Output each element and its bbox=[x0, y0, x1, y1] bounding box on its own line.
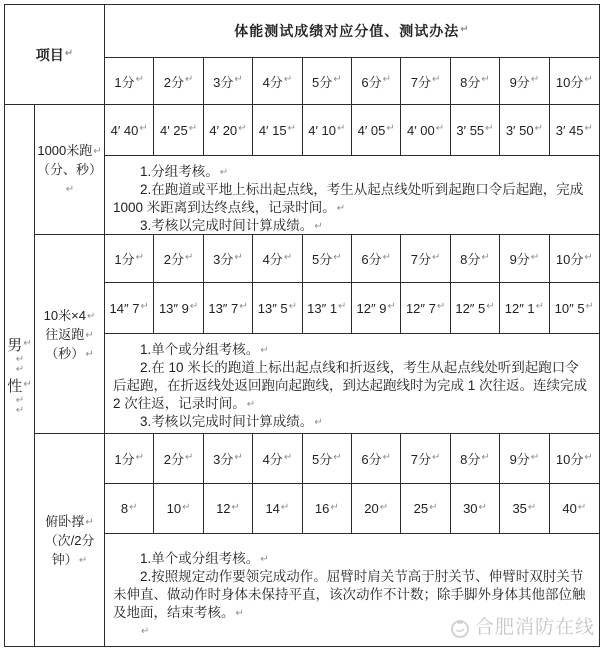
paragraph bbox=[45, 512, 93, 531]
line-break-mark: ↵ bbox=[534, 123, 543, 134]
line-break-mark: ↵ bbox=[584, 74, 593, 85]
score-point-header-cell-text: 8分 bbox=[460, 452, 481, 467]
score-point-header-cell bbox=[352, 434, 401, 483]
score-point-header-cell-text: 7分 bbox=[410, 452, 432, 467]
line-break-mark: ↵ bbox=[333, 74, 342, 85]
line-break-mark: ↵ bbox=[234, 251, 243, 263]
line-break-mark: ↵ bbox=[283, 451, 293, 463]
line-break-mark: ↵ bbox=[460, 24, 470, 35]
score-value-cell bbox=[204, 484, 253, 533]
line-break-mark: ↵ bbox=[260, 554, 269, 565]
line-break-mark: ↵ bbox=[65, 184, 75, 195]
score-value-cell-text: 13″ 1 bbox=[307, 300, 338, 316]
line-break-mark: ↵ bbox=[333, 451, 342, 463]
watermark-text: 合肥消防在线 bbox=[474, 617, 595, 638]
line-break-mark: ↵ bbox=[527, 501, 537, 513]
score-value-cell bbox=[500, 283, 549, 333]
line-break-mark: ↵ bbox=[577, 501, 587, 513]
line-break-mark: ↵ bbox=[182, 501, 191, 513]
line-break-mark: ↵ bbox=[139, 123, 148, 134]
score-point-header-cell-text: 6分 bbox=[361, 252, 382, 267]
line-break-mark: ↵ bbox=[135, 451, 144, 463]
line-break-mark: ↵ bbox=[238, 123, 247, 134]
score-point-header-cell bbox=[303, 434, 352, 483]
score-point-header-cell bbox=[401, 434, 450, 483]
score-value-cell-text: 8 bbox=[120, 501, 129, 516]
score-value-cell-text: 4′ 10 bbox=[308, 122, 336, 138]
score-value-cell-text: 4′ 15 bbox=[258, 122, 287, 138]
empty-line bbox=[15, 404, 25, 417]
score-point-header-cell-text: 4分 bbox=[262, 452, 283, 467]
score-point-header-cell-text: 4分 bbox=[262, 252, 283, 267]
paragraph-text: 3.考核以完成时间计算成绩。 bbox=[140, 414, 314, 429]
score-point-header-cell bbox=[303, 235, 352, 282]
score-point-header-cell bbox=[253, 58, 302, 104]
score-point-header-cell bbox=[204, 235, 253, 282]
paragraph-text: 俯卧撑 bbox=[45, 513, 85, 529]
main-title-cell bbox=[105, 5, 599, 58]
score-point-header-cell-text: 1分 bbox=[114, 74, 135, 90]
line-break-mark: ↵ bbox=[530, 74, 540, 85]
score-point-header-cell-text: 3分 bbox=[213, 252, 234, 267]
line-break-mark: ↵ bbox=[288, 301, 298, 312]
score-point-header-cell-text: 1分 bbox=[114, 452, 135, 467]
line-break-mark: ↵ bbox=[584, 451, 593, 463]
score-point-header-cell bbox=[451, 58, 500, 104]
score-point-header-cell bbox=[105, 235, 154, 282]
line-break-mark: ↵ bbox=[219, 167, 229, 178]
paragraph-text: 1.单个或分组考核。 bbox=[140, 342, 260, 357]
score-value-cell bbox=[352, 283, 401, 333]
line-break-mark: ↵ bbox=[486, 301, 495, 312]
line-break-mark: ↵ bbox=[189, 301, 199, 312]
paragraph bbox=[113, 359, 591, 413]
score-value-cell bbox=[303, 484, 352, 533]
line-break-mark: ↵ bbox=[235, 608, 244, 619]
score-value-cell bbox=[204, 283, 253, 333]
line-break-mark: ↵ bbox=[333, 251, 342, 263]
line-break-mark: ↵ bbox=[435, 123, 445, 134]
score-point-header-cell bbox=[105, 58, 154, 104]
main-title-label: 体能测试成绩对应分值、测试办法 bbox=[234, 23, 460, 39]
paragraph bbox=[37, 141, 101, 160]
score-value-cell-text: 13″ 5 bbox=[257, 300, 288, 316]
score-value-cell-text: 12″ 9 bbox=[356, 300, 387, 316]
line-break-mark: ↵ bbox=[140, 301, 149, 312]
score-value-cell-text: 4′ 00 bbox=[407, 122, 435, 138]
paragraph-text: 3.考核以完成时间计算成绩。 bbox=[140, 218, 314, 233]
method-cell-pushups bbox=[105, 534, 599, 646]
paragraph-text: （次/2分钟） bbox=[44, 532, 95, 567]
line-break-mark: ↵ bbox=[85, 348, 94, 360]
line-break-mark: ↵ bbox=[338, 301, 347, 312]
score-value-cell-text: 12 bbox=[216, 501, 231, 516]
line-break-mark: ↵ bbox=[481, 251, 490, 263]
score-point-header-cell-text: 5分 bbox=[311, 74, 333, 90]
paragraph bbox=[113, 550, 591, 568]
paragraph-text: 2.在跑道或平地上标出起点线，考生从起点线处听到起跑口令后起跑，完成 1000 米距离到达终点线，记录时间。 bbox=[113, 182, 584, 215]
score-value-cell bbox=[550, 105, 599, 155]
line-break-mark: ↵ bbox=[15, 353, 25, 365]
line-break-mark: ↵ bbox=[135, 74, 144, 85]
line-break-mark: ↵ bbox=[535, 301, 545, 312]
score-value-cell-text: 4′ 40 bbox=[110, 122, 139, 138]
score-point-header-cell bbox=[451, 235, 500, 282]
score-points-header-row-top bbox=[105, 58, 599, 105]
score-point-header-cell-text: 10分 bbox=[555, 74, 584, 90]
gender-char: 性 bbox=[7, 377, 23, 395]
score-point-header-cell bbox=[253, 434, 302, 483]
line-break-mark: ↵ bbox=[386, 123, 395, 134]
score-value-cell-text: 25 bbox=[413, 501, 429, 516]
score-value-cell bbox=[105, 105, 154, 155]
paragraph-text: 1.分组考核。 bbox=[140, 164, 219, 179]
score-point-header-cell-text: 9分 bbox=[509, 74, 530, 90]
line-break-mark: ↵ bbox=[382, 74, 391, 85]
line-break-mark: ↵ bbox=[246, 399, 256, 410]
score-value-cell-text: 13″ 9 bbox=[158, 300, 189, 316]
score-value-cell-text: 35 bbox=[512, 501, 527, 516]
paragraph-text: 1.单个或分组考核。 bbox=[140, 551, 260, 566]
score-value-cell bbox=[105, 484, 154, 533]
score-point-header-cell bbox=[401, 58, 450, 104]
score-values-row-1000m-run bbox=[105, 105, 599, 156]
score-point-header-cell bbox=[154, 58, 203, 104]
line-break-mark: ↵ bbox=[283, 251, 293, 263]
score-value-cell bbox=[303, 283, 352, 333]
score-point-header-cell-text: 10分 bbox=[555, 452, 584, 467]
line-break-mark: ↵ bbox=[481, 451, 490, 463]
paragraph bbox=[36, 160, 103, 198]
score-value-cell-text: 4′ 05 bbox=[357, 122, 386, 138]
score-value-cell-text: 12″ 5 bbox=[455, 300, 486, 316]
fitness-test-score-table bbox=[4, 4, 600, 647]
line-break-mark: ↵ bbox=[129, 501, 138, 513]
method-cell-1000m-run bbox=[105, 156, 599, 235]
line-break-mark: ↵ bbox=[584, 251, 593, 263]
line-break-mark: ↵ bbox=[185, 251, 194, 263]
score-point-header-cell-text: 5分 bbox=[311, 252, 333, 267]
score-value-cell bbox=[154, 105, 203, 155]
line-break-mark: ↵ bbox=[135, 251, 144, 263]
line-break-mark: ↵ bbox=[85, 516, 94, 528]
score-value-cell bbox=[401, 484, 450, 533]
score-value-cell bbox=[303, 105, 352, 155]
score-point-header-cell bbox=[401, 235, 450, 282]
line-break-mark: ↵ bbox=[64, 47, 74, 59]
score-value-cell-text: 30 bbox=[463, 501, 478, 516]
line-break-mark: ↵ bbox=[387, 301, 396, 312]
score-point-header-cell bbox=[204, 434, 253, 483]
line-break-mark: ↵ bbox=[436, 301, 446, 312]
score-value-cell-text: 10″ 5 bbox=[554, 300, 585, 316]
score-value-cell bbox=[550, 484, 599, 533]
line-break-mark: ↵ bbox=[15, 404, 25, 416]
paragraph bbox=[45, 344, 93, 363]
line-break-mark: ↵ bbox=[314, 417, 323, 428]
gender-char-line bbox=[7, 335, 31, 356]
score-value-cell bbox=[352, 484, 401, 533]
line-break-mark: ↵ bbox=[231, 501, 240, 513]
score-value-cell-text: 4′ 25 bbox=[160, 122, 188, 138]
paragraph bbox=[113, 413, 591, 431]
line-break-mark: ↵ bbox=[432, 451, 441, 463]
paragraph-text: 10米×4 bbox=[43, 307, 86, 323]
line-break-mark: ↵ bbox=[85, 329, 94, 341]
score-point-header-cell bbox=[500, 58, 549, 104]
paragraph bbox=[45, 325, 93, 344]
score-point-header-cell bbox=[500, 235, 549, 282]
score-point-header-cell-text: 7分 bbox=[410, 252, 432, 267]
score-point-header-cell-text: 5分 bbox=[311, 452, 333, 467]
score-point-header-cell-text: 6分 bbox=[361, 74, 382, 90]
line-break-mark: ↵ bbox=[185, 74, 194, 85]
empty-line bbox=[15, 363, 25, 376]
line-break-mark: ↵ bbox=[93, 146, 102, 157]
score-point-header-cell-text: 4分 bbox=[262, 74, 283, 90]
score-value-cell-text: 3′ 55 bbox=[456, 122, 485, 138]
score-value-cell-text: 13″ 7 bbox=[208, 300, 239, 316]
score-point-header-cell bbox=[500, 434, 549, 483]
item-label-cell-10mx4-shuttle-run bbox=[35, 235, 105, 434]
line-break-mark: ↵ bbox=[382, 251, 391, 263]
score-point-header-cell-text: 2分 bbox=[163, 74, 185, 90]
paragraph bbox=[113, 217, 591, 235]
score-point-header-cell-text: 1分 bbox=[114, 252, 135, 267]
score-point-header-cell-text: 9分 bbox=[509, 452, 530, 467]
line-break-mark: ↵ bbox=[15, 394, 25, 406]
paragraph-text: 1000米跑 bbox=[37, 143, 93, 158]
score-value-cell bbox=[500, 105, 549, 155]
score-point-header-cell bbox=[451, 434, 500, 483]
score-point-header-cell bbox=[303, 58, 352, 104]
score-point-header-cell bbox=[253, 235, 302, 282]
score-point-header-cell-text: 10分 bbox=[555, 252, 584, 267]
line-break-mark: ↵ bbox=[141, 626, 150, 637]
score-value-cell-text: 16 bbox=[314, 501, 330, 516]
score-value-cell bbox=[154, 484, 203, 533]
score-value-cell bbox=[204, 105, 253, 155]
score-point-header-cell bbox=[550, 235, 599, 282]
score-value-cell-text: 14 bbox=[265, 501, 280, 516]
line-break-mark: ↵ bbox=[432, 74, 441, 85]
line-break-mark: ↵ bbox=[283, 74, 293, 85]
score-point-header-cell bbox=[352, 58, 401, 104]
line-break-mark: ↵ bbox=[280, 501, 290, 513]
score-point-header-cell-text: 7分 bbox=[410, 74, 432, 90]
line-break-mark: ↵ bbox=[287, 123, 296, 134]
line-break-mark: ↵ bbox=[530, 251, 540, 263]
line-break-mark: ↵ bbox=[330, 501, 339, 513]
score-value-cell-text: 12″ 1 bbox=[504, 300, 535, 316]
line-break-mark: ↵ bbox=[530, 451, 540, 463]
score-value-cell-text: 4′ 20 bbox=[209, 122, 238, 138]
score-point-header-cell-text: 3分 bbox=[213, 74, 234, 90]
line-break-mark: ↵ bbox=[379, 501, 389, 513]
score-value-cell-text: 14″ 7 bbox=[109, 300, 140, 316]
score-point-header-cell-text: 3分 bbox=[213, 452, 234, 467]
paragraph-text: （秒） bbox=[45, 345, 85, 361]
line-break-mark: ↵ bbox=[260, 345, 269, 356]
paragraph-text: 2.按照规定动作要领完成动作。屈臂时肩关节高于肘关节、伸臂时双肘关节未伸直、做动作时身体未保持平直，该次动作不计数；除手脚外身体其他部位触及地面，结束考核。 bbox=[113, 569, 586, 620]
score-value-cell-text: 3′ 50 bbox=[505, 122, 534, 138]
score-value-cell bbox=[451, 484, 500, 533]
score-value-cell bbox=[154, 283, 203, 333]
score-value-cell bbox=[401, 105, 450, 155]
score-point-header-cell bbox=[204, 58, 253, 104]
gender-char-line bbox=[7, 376, 31, 397]
line-break-mark: ↵ bbox=[86, 310, 96, 322]
line-break-mark: ↵ bbox=[336, 123, 346, 134]
paragraph bbox=[113, 341, 591, 359]
score-value-cell bbox=[550, 283, 599, 333]
item-label-cell-pushups bbox=[35, 434, 105, 646]
line-break-mark: ↵ bbox=[432, 251, 441, 263]
score-point-header-cell-text: 8分 bbox=[460, 74, 481, 90]
score-points-header-row-shuttle-run bbox=[105, 235, 599, 283]
line-break-mark: ↵ bbox=[314, 221, 323, 232]
score-point-header-cell bbox=[105, 434, 154, 483]
project-header-cell bbox=[5, 5, 105, 105]
line-break-mark: ↵ bbox=[336, 203, 346, 214]
score-point-header-cell bbox=[550, 58, 599, 104]
score-value-cell bbox=[253, 283, 302, 333]
score-value-cell bbox=[401, 283, 450, 333]
score-point-header-cell-text: 2分 bbox=[163, 452, 185, 467]
score-value-cell bbox=[451, 283, 500, 333]
line-break-mark: ↵ bbox=[584, 123, 593, 134]
line-break-mark: ↵ bbox=[239, 301, 248, 312]
item-label-cell-1000m-run bbox=[35, 105, 105, 235]
score-value-cell bbox=[253, 484, 302, 533]
line-break-mark: ↵ bbox=[234, 74, 243, 85]
line-break-mark: ↵ bbox=[382, 451, 391, 463]
method-cell-shuttle-run bbox=[105, 334, 599, 434]
paragraph bbox=[44, 306, 96, 325]
paragraph bbox=[113, 163, 591, 181]
paragraph-text: 往返跑 bbox=[45, 326, 85, 342]
score-point-header-cell bbox=[550, 434, 599, 483]
line-break-mark: ↵ bbox=[15, 363, 25, 375]
line-break-mark: ↵ bbox=[185, 451, 194, 463]
score-value-cell-text: 3′ 45 bbox=[555, 122, 584, 138]
project-header-label: 项目 bbox=[35, 46, 64, 63]
line-break-mark: ↵ bbox=[23, 338, 32, 349]
score-values-row-pushups bbox=[105, 484, 599, 534]
line-break-mark: ↵ bbox=[23, 379, 32, 390]
score-value-cell-text: 12″ 7 bbox=[405, 300, 436, 316]
score-value-cell-text: 20 bbox=[364, 501, 379, 516]
line-break-mark: ↵ bbox=[478, 501, 487, 513]
score-point-header-cell-text: 9分 bbox=[509, 252, 530, 267]
line-break-mark: ↵ bbox=[188, 123, 198, 134]
score-point-header-cell bbox=[352, 235, 401, 282]
score-point-header-cell-text: 6分 bbox=[361, 452, 382, 467]
score-points-header-row-pushups bbox=[105, 434, 599, 484]
score-point-header-cell bbox=[154, 235, 203, 282]
line-break-mark: ↵ bbox=[481, 74, 490, 85]
paragraph bbox=[113, 181, 591, 217]
gender-cell-male bbox=[5, 105, 35, 646]
score-point-header-cell-text: 2分 bbox=[163, 252, 185, 267]
line-break-mark: ↵ bbox=[485, 123, 494, 134]
score-value-cell bbox=[253, 105, 302, 155]
paragraph-text: （分、秒） bbox=[36, 162, 102, 177]
watermark bbox=[449, 617, 595, 639]
score-values-row-shuttle-run bbox=[105, 283, 599, 334]
paragraph bbox=[113, 568, 591, 622]
score-value-cell bbox=[500, 484, 549, 533]
gender-char: 男 bbox=[7, 336, 23, 354]
line-break-mark: ↵ bbox=[78, 554, 88, 566]
score-value-cell bbox=[451, 105, 500, 155]
score-value-cell-text: 40 bbox=[562, 501, 577, 516]
score-value-cell bbox=[352, 105, 401, 155]
line-break-mark: ↵ bbox=[234, 451, 243, 463]
hefei-fire-online-logo-icon bbox=[449, 617, 471, 639]
paragraph bbox=[36, 531, 103, 569]
line-break-mark: ↵ bbox=[429, 501, 438, 513]
score-point-header-cell bbox=[154, 434, 203, 483]
score-point-header-cell-text: 8分 bbox=[460, 252, 481, 267]
paragraph-text: 2.在 10 米长的跑道上标出起点线和折返线，考生从起点线处听到起跑口令后起跑，在折返线处返回跑向起跑线，到达起跑线时为完成 1 次往返。连续完成 2 次往返，记录时间。 bbox=[113, 360, 588, 411]
score-value-cell-text: 10 bbox=[166, 501, 182, 516]
line-break-mark: ↵ bbox=[585, 301, 594, 312]
score-value-cell bbox=[105, 283, 154, 333]
